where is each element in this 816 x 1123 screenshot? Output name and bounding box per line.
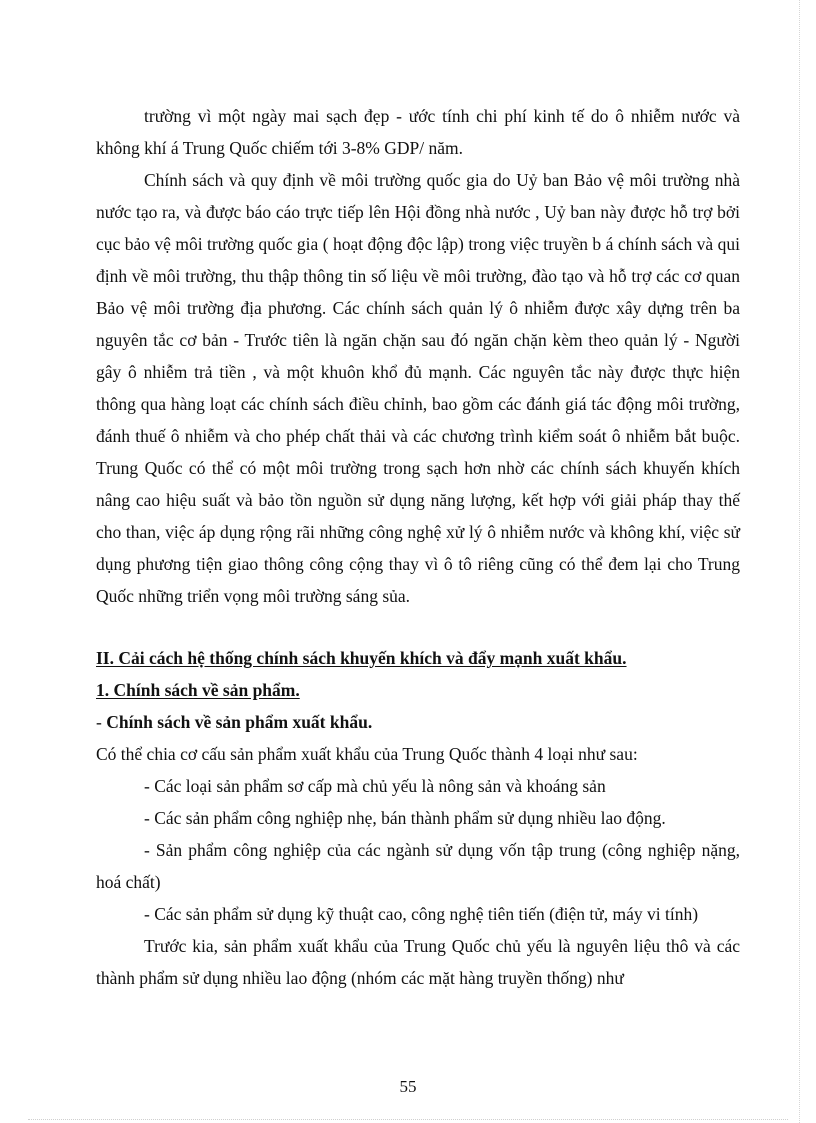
subsection-heading: 1. Chính sách về sản phẩm. <box>96 680 300 700</box>
bullet-heading-line <box>96 706 740 738</box>
closing-paragraph: Trước kia, sản phẩm xuất khẩu của Trung Quốc chủ yếu là nguyên liệu thô và các thành phẩm sử dụng nhiều lao động (nhóm các mặt hàng truyền thống) như <box>96 936 740 988</box>
bottom-border-dotted <box>28 1119 788 1120</box>
page-body <box>96 100 740 994</box>
paragraph-continuation: trường vì một ngày mai sạch đẹp - ước tính chi phí kinh tế do ô nhiễm nước và không khí á Trung Quốc chiếm tới 3-8% GDP/ năm. <box>96 106 740 158</box>
paragraph-environment-policy: Chính sách và quy định về môi trường quốc gia do Uỷ ban Bảo vệ môi trường nhà nước tạo ra, và được báo cáo trực tiếp lên Hội đồng nhà nước , Uỷ ban này được hỗ trợ bởi cục bảo vệ môi trường quốc gia ( hoạt động độc lập) trong việc truyền b á chính sách và qui định về môi trường, thu thập thông tin số liệu về môi trường, đào tạo và hỗ trợ các cơ quan Bảo vệ môi trường địa phương. Các chính sách quản lý ô nhiễm được xây dựng trên ba nguyên tắc cơ bản - Trước tiên là ngăn chặn sau đó ngăn chặn kèm theo quản lý - Người gây ô nhiễm trả tiền , và một khuôn khổ đủ mạnh. Các nguyên tắc này được thực hiện thông qua hàng loạt các chính sách điều chỉnh, bao gồm các đánh giá tác động môi trường, đánh thuế ô nhiễm và cho phép chất thải và các chương trình kiểm soát ô nhiễm bắt buộc. Trung Quốc có thể có một môi trường trong sạch hơn nhờ các chính sách khuyến khích nâng cao hiệu suất và bảo tồn nguồn sử dụng năng lượng, kết hợp với giải pháp thay thế cho than, việc áp dụng rộng rãi những công nghệ xử lý ô nhiễm nước và không khí, việc sử dụng phương tiện giao thông công cộng thay vì ô tô riêng cũng có thể đem lại cho Trung Quốc những triển vọng môi trường sáng sủa. <box>96 170 740 606</box>
list-item-heavy-industry: - Sản phẩm công nghiệp của các ngành sử dụng vốn tập trung (công nghiệp nặng, hoá chất) <box>96 840 740 892</box>
list-item-primary-products: - Các loại sản phẩm sơ cấp mà chủ yếu là nông sản và khoáng sản <box>144 776 606 796</box>
section-heading: II. Cải cách hệ thống chính sách khuyến khích và đẩy mạnh xuất khẩu. <box>96 648 627 668</box>
list-intro: Có thể chia cơ cấu sản phẩm xuất khẩu của Trung Quốc thành 4 loại như sau: <box>96 744 638 764</box>
bullet-heading-prefix: - <box>96 712 107 732</box>
right-border-dotted <box>799 0 800 1123</box>
bullet-heading: Chính sách về sản phẩm xuất khẩu. <box>106 712 373 732</box>
list-item-light-industry: - Các sản phẩm công nghiệp nhẹ, bán thành phẩm sử dụng nhiều lao động. <box>144 808 666 828</box>
page-number: 55 <box>399 1077 417 1096</box>
list-item-high-tech: - Các sản phẩm sử dụng kỹ thuật cao, công nghệ tiên tiến (điện tử, máy vi tính) <box>144 904 699 924</box>
